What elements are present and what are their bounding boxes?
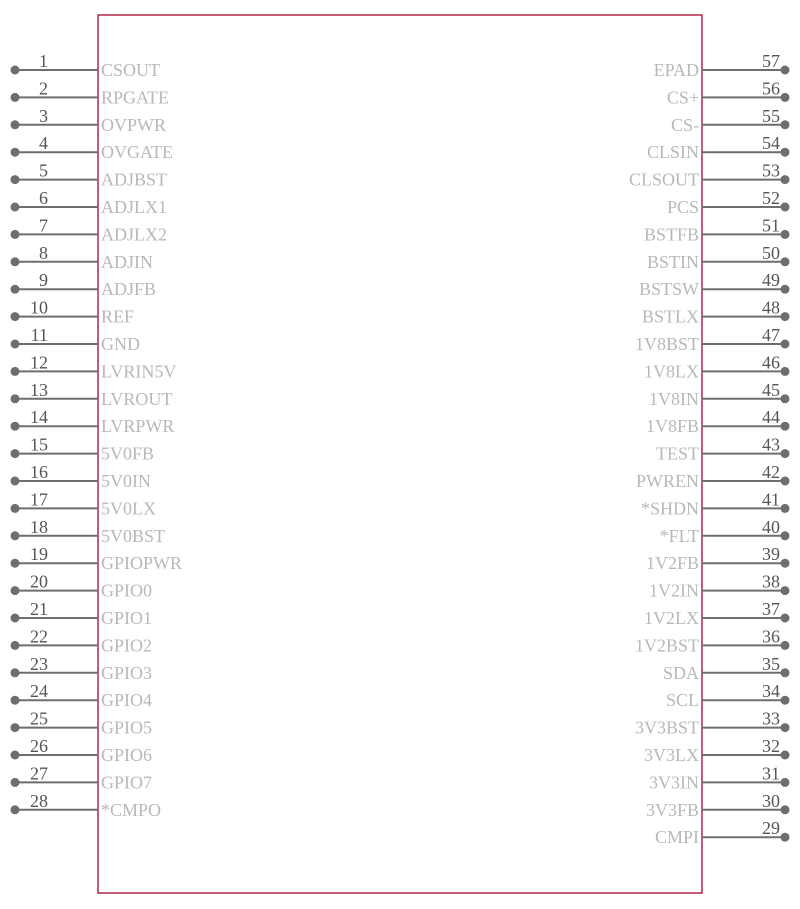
pin-number: 36 bbox=[762, 626, 780, 647]
pin-endpoint-dot bbox=[781, 641, 790, 650]
pin-number: 55 bbox=[762, 105, 780, 126]
pin-label: TEST bbox=[656, 443, 699, 464]
pin-number: 34 bbox=[762, 681, 780, 702]
pin-number: 35 bbox=[762, 653, 780, 674]
pin-label: GPIOPWR bbox=[101, 553, 183, 574]
pin-label: LVRPWR bbox=[101, 416, 175, 437]
pin-label: 1V8IN bbox=[649, 388, 699, 409]
pin-label: CS- bbox=[670, 114, 699, 135]
pin-endpoint-dot bbox=[11, 257, 20, 266]
pin-number: 43 bbox=[762, 434, 780, 455]
pin-endpoint-dot bbox=[781, 148, 790, 157]
pin-endpoint-dot bbox=[11, 751, 20, 760]
pin-endpoint-dot bbox=[11, 586, 20, 595]
pin-endpoint-dot bbox=[781, 367, 790, 376]
pin-number: 3 bbox=[39, 105, 48, 126]
pin-number: 46 bbox=[762, 352, 780, 373]
pin-label: CLSOUT bbox=[628, 169, 699, 190]
pin-label: 1V2IN bbox=[649, 580, 699, 601]
pin-endpoint-dot bbox=[11, 120, 20, 129]
pin-number: 13 bbox=[30, 379, 48, 400]
pin-endpoint-dot bbox=[11, 422, 20, 431]
pin-endpoint-dot bbox=[781, 422, 790, 431]
pin-endpoint-dot bbox=[11, 203, 20, 212]
pin-label: ADJBST bbox=[101, 169, 168, 190]
pin-number: 17 bbox=[30, 489, 48, 510]
pin-label: 1V2FB bbox=[645, 553, 699, 574]
pin-number: 42 bbox=[762, 462, 780, 482]
pin-label: *SHDN bbox=[640, 498, 699, 519]
pin-label: GPIO7 bbox=[101, 772, 153, 793]
pin-label: ADJLX2 bbox=[101, 224, 167, 245]
pin-number: 11 bbox=[30, 325, 48, 345]
pin-label: 3V3LX bbox=[644, 745, 699, 765]
pin-label: ADJLX1 bbox=[101, 197, 167, 217]
pin-endpoint-dot bbox=[781, 394, 790, 403]
pin-endpoint-dot bbox=[11, 449, 20, 458]
pin-endpoint-dot bbox=[781, 203, 790, 212]
pin-label: LVROUT bbox=[101, 388, 173, 409]
pin-endpoint-dot bbox=[781, 751, 790, 760]
pin-label: GPIO3 bbox=[101, 662, 153, 683]
pin-label: GPIO2 bbox=[101, 635, 153, 656]
pin-number: 32 bbox=[762, 736, 780, 756]
pin-label: GPIO5 bbox=[101, 717, 153, 738]
pin-endpoint-dot bbox=[11, 559, 20, 568]
pin-number: 25 bbox=[30, 708, 48, 729]
pin-endpoint-dot bbox=[781, 257, 790, 266]
pin-label: 3V3FB bbox=[645, 799, 699, 820]
pin-number: 52 bbox=[762, 188, 780, 208]
pin-endpoint-dot bbox=[11, 175, 20, 184]
pin-label: PCS bbox=[666, 197, 699, 217]
pin-endpoint-dot bbox=[11, 668, 20, 677]
pin-label: GPIO6 bbox=[101, 745, 153, 765]
pin-endpoint-dot bbox=[781, 175, 790, 184]
pin-endpoint-dot bbox=[11, 367, 20, 376]
pin-endpoint-dot bbox=[11, 340, 20, 349]
pin-number: 14 bbox=[30, 407, 48, 428]
pin-label: 1V2BST bbox=[634, 635, 699, 656]
pin-endpoint-dot bbox=[781, 668, 790, 677]
pin-number: 9 bbox=[39, 270, 48, 291]
pin-endpoint-dot bbox=[11, 394, 20, 403]
pin-endpoint-dot bbox=[781, 586, 790, 595]
pin-endpoint-dot bbox=[781, 93, 790, 102]
pin-number: 56 bbox=[762, 78, 780, 99]
pin-label: CSOUT bbox=[101, 60, 161, 80]
pin-number: 12 bbox=[30, 352, 48, 373]
pin-label: SDA bbox=[662, 662, 699, 683]
pin-label: CS+ bbox=[666, 87, 699, 108]
pin-label: BSTIN bbox=[646, 251, 699, 272]
pin-label: OVGATE bbox=[101, 142, 173, 163]
pin-endpoint-dot bbox=[781, 230, 790, 239]
pin-number: 48 bbox=[762, 297, 780, 318]
pin-endpoint-dot bbox=[11, 805, 20, 814]
pin-number: 41 bbox=[762, 489, 780, 510]
pin-label: BSTSW bbox=[638, 279, 699, 300]
pin-label: GPIO4 bbox=[101, 690, 153, 711]
pin-label: GPIO1 bbox=[101, 608, 153, 628]
pin-number: 16 bbox=[30, 462, 48, 482]
pin-label: 5V0IN bbox=[101, 471, 151, 491]
pin-label: REF bbox=[101, 306, 135, 327]
pin-endpoint-dot bbox=[11, 723, 20, 732]
pin-number: 38 bbox=[762, 571, 780, 592]
pin-endpoint-dot bbox=[781, 504, 790, 513]
pin-endpoint-dot bbox=[781, 449, 790, 458]
pin-endpoint-dot bbox=[11, 531, 20, 540]
pin-number: 57 bbox=[762, 51, 780, 71]
pin-label: LVRIN5V bbox=[101, 361, 177, 382]
pin-endpoint-dot bbox=[11, 504, 20, 513]
pin-endpoint-dot bbox=[11, 778, 20, 787]
pin-label: 1V8BST bbox=[634, 334, 699, 354]
pin-number: 7 bbox=[39, 215, 48, 236]
pin-number: 1 bbox=[39, 51, 48, 71]
pin-number: 39 bbox=[762, 544, 780, 565]
pin-number: 15 bbox=[30, 434, 48, 455]
pin-number: 8 bbox=[39, 242, 48, 263]
pin-number: 24 bbox=[30, 681, 48, 702]
pin-number: 2 bbox=[39, 78, 48, 99]
pin-number: 49 bbox=[762, 270, 780, 291]
pin-endpoint-dot bbox=[781, 312, 790, 321]
pin-label: 1V8FB bbox=[645, 416, 699, 437]
pin-number: 33 bbox=[762, 708, 780, 729]
pin-endpoint-dot bbox=[781, 66, 790, 75]
pin-number: 47 bbox=[762, 325, 780, 345]
pin-endpoint-dot bbox=[781, 477, 790, 486]
pin-number: 40 bbox=[762, 516, 780, 537]
pin-label: 5V0LX bbox=[101, 498, 156, 519]
pin-number: 45 bbox=[762, 379, 780, 400]
pin-label: *CMPO bbox=[101, 799, 162, 820]
pin-label: EPAD bbox=[653, 60, 699, 80]
pin-number: 28 bbox=[30, 790, 48, 811]
pin-label: *FLT bbox=[659, 525, 699, 546]
pin-endpoint-dot bbox=[781, 120, 790, 129]
pin-number: 50 bbox=[762, 242, 780, 263]
pin-number: 4 bbox=[39, 133, 48, 154]
pin-number: 37 bbox=[762, 599, 780, 619]
pin-endpoint-dot bbox=[11, 93, 20, 102]
pin-endpoint-dot bbox=[781, 559, 790, 568]
pin-number: 54 bbox=[762, 133, 780, 154]
pin-number: 21 bbox=[30, 599, 48, 619]
pin-number: 23 bbox=[30, 653, 48, 674]
pin-number: 27 bbox=[30, 763, 48, 784]
pin-label: 1V8LX bbox=[644, 361, 699, 382]
pin-label: RPGATE bbox=[101, 87, 170, 108]
pin-endpoint-dot bbox=[11, 66, 20, 75]
pin-number: 10 bbox=[30, 297, 48, 318]
pin-label: BSTFB bbox=[643, 224, 699, 245]
pin-label: 5V0FB bbox=[101, 443, 155, 464]
pin-number: 26 bbox=[30, 736, 48, 756]
pin-label: GND bbox=[101, 334, 140, 354]
pin-label: 3V3BST bbox=[634, 717, 699, 738]
pin-number: 51 bbox=[762, 215, 780, 236]
pin-endpoint-dot bbox=[11, 696, 20, 705]
pin-label: 5V0BST bbox=[101, 525, 166, 546]
pin-endpoint-dot bbox=[781, 778, 790, 787]
pin-label: CMPI bbox=[654, 827, 699, 848]
pin-endpoint-dot bbox=[781, 833, 790, 842]
pin-number: 53 bbox=[762, 160, 780, 181]
pin-label: OVPWR bbox=[101, 114, 167, 135]
pin-number: 44 bbox=[762, 407, 780, 428]
pin-endpoint-dot bbox=[11, 230, 20, 239]
pin-label: PWREN bbox=[636, 471, 699, 491]
ic-body-outline bbox=[98, 15, 702, 893]
pin-label: ADJIN bbox=[101, 251, 153, 272]
pin-number: 5 bbox=[39, 160, 48, 181]
pin-endpoint-dot bbox=[781, 340, 790, 349]
pin-label: SCL bbox=[665, 690, 699, 711]
pin-label: 3V3IN bbox=[649, 772, 699, 793]
pin-number: 20 bbox=[30, 571, 48, 592]
pin-label: 1V2LX bbox=[644, 608, 699, 628]
pin-endpoint-dot bbox=[781, 805, 790, 814]
pin-endpoint-dot bbox=[11, 641, 20, 650]
pin-number: 30 bbox=[762, 790, 780, 811]
pin-label: CLSIN bbox=[646, 142, 699, 163]
pin-number: 19 bbox=[30, 544, 48, 565]
pin-number: 18 bbox=[30, 516, 48, 537]
pin-endpoint-dot bbox=[11, 477, 20, 486]
pin-label: GPIO0 bbox=[101, 580, 153, 601]
pin-endpoint-dot bbox=[11, 614, 20, 623]
pin-number: 29 bbox=[762, 818, 780, 839]
pin-endpoint-dot bbox=[11, 285, 20, 294]
pin-endpoint-dot bbox=[11, 148, 20, 157]
pin-number: 31 bbox=[762, 763, 780, 784]
pin-endpoint-dot bbox=[781, 723, 790, 732]
pin-number: 22 bbox=[30, 626, 48, 647]
pin-endpoint-dot bbox=[781, 696, 790, 705]
pin-endpoint-dot bbox=[11, 312, 20, 321]
pin-endpoint-dot bbox=[781, 531, 790, 540]
pin-label: BSTLX bbox=[641, 306, 699, 327]
pin-label: ADJFB bbox=[101, 279, 157, 300]
pin-number: 6 bbox=[39, 188, 48, 208]
pin-endpoint-dot bbox=[781, 285, 790, 294]
pin-endpoint-dot bbox=[781, 614, 790, 623]
